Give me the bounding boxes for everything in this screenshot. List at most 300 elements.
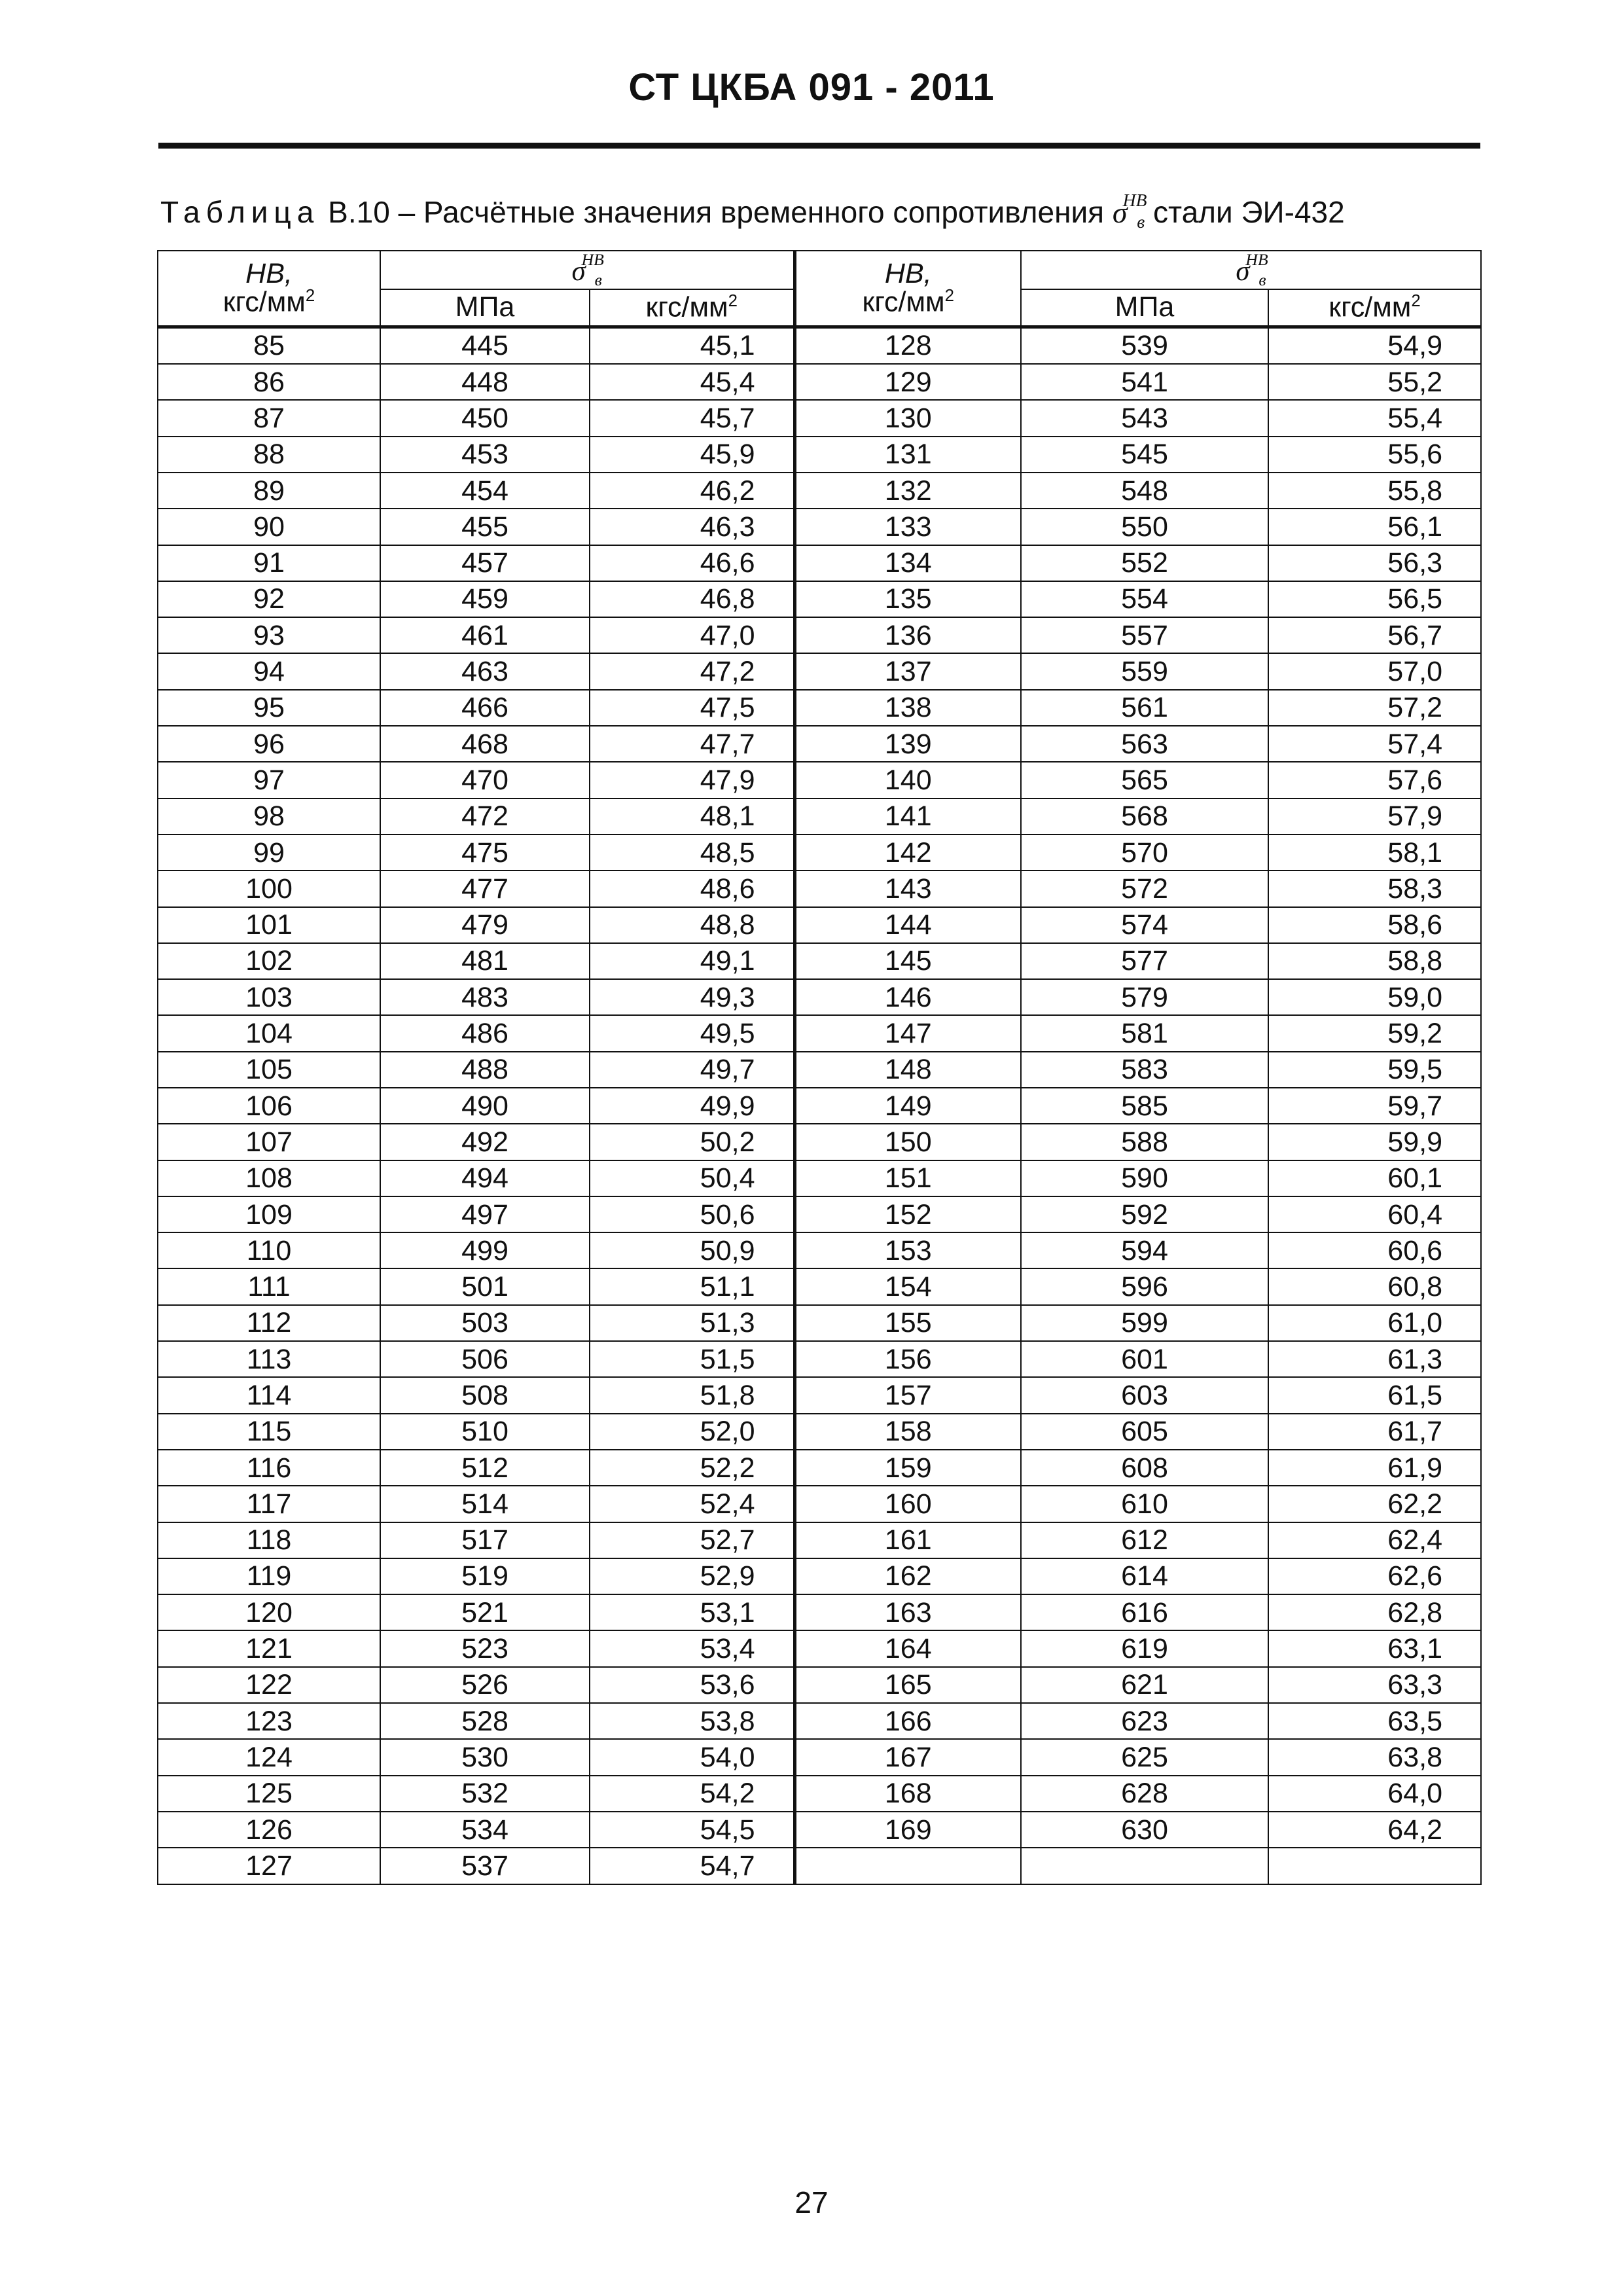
cell-mpa: 448 (380, 364, 590, 400)
hb-label: НВ, (245, 258, 293, 290)
cell-mpa: 494 (380, 1160, 590, 1196)
cell-kgf: 55,8 (1268, 473, 1481, 509)
cell-kgf: 49,3 (590, 979, 794, 1015)
cell-mpa: 623 (1021, 1703, 1268, 1739)
table-head (158, 251, 1481, 327)
table-row (158, 1305, 1481, 1341)
cell-kgf: 55,6 (1268, 437, 1481, 473)
cell-hb: 155 (794, 1305, 1021, 1341)
cell-hb: 119 (158, 1558, 380, 1594)
cell-kgf: 52,7 (590, 1522, 794, 1558)
table-caption (160, 190, 1502, 232)
cell-kgf (1268, 1848, 1481, 1884)
cell-hb: 85 (158, 327, 380, 364)
cell-kgf: 64,0 (1268, 1776, 1481, 1812)
cell-hb: 131 (794, 437, 1021, 473)
cell-kgf: 56,5 (1268, 581, 1481, 617)
cell-mpa: 472 (380, 798, 590, 834)
cell-hb: 116 (158, 1450, 380, 1486)
cell-hb: 110 (158, 1232, 380, 1268)
cell-mpa: 521 (380, 1594, 590, 1630)
cell-mpa: 454 (380, 473, 590, 509)
cell-kgf: 54,0 (590, 1739, 794, 1775)
cell-kgf: 48,1 (590, 798, 794, 834)
cell-mpa: 570 (1021, 834, 1268, 870)
cell-mpa: 583 (1021, 1052, 1268, 1088)
cell-hb: 125 (158, 1776, 380, 1812)
cell-kgf: 55,4 (1268, 400, 1481, 436)
cell-hb: 106 (158, 1088, 380, 1124)
header-hb-right (794, 251, 1021, 327)
cell-kgf: 54,2 (590, 1776, 794, 1812)
cell-mpa: 512 (380, 1450, 590, 1486)
header-kgf (590, 289, 794, 327)
table-row (158, 1739, 1481, 1775)
cell-hb: 127 (158, 1848, 380, 1884)
cell-kgf: 54,7 (590, 1848, 794, 1884)
cell-kgf: 60,4 (1268, 1196, 1481, 1232)
hb-unit-sup: 2 (944, 287, 954, 306)
cell-hb: 117 (158, 1486, 380, 1522)
cell-kgf: 56,3 (1268, 545, 1481, 581)
cell-kgf: 52,9 (590, 1558, 794, 1594)
sigma-h-base: σ (1236, 256, 1250, 287)
cell-mpa: 450 (380, 400, 590, 436)
cell-hb: 152 (794, 1196, 1021, 1232)
cell-mpa: 545 (1021, 437, 1268, 473)
cell-mpa: 503 (380, 1305, 590, 1341)
cell-mpa: 601 (1021, 1341, 1268, 1377)
table-row (158, 327, 1481, 364)
cell-mpa (1021, 1848, 1268, 1884)
cell-mpa: 461 (380, 617, 590, 653)
cell-kgf: 48,8 (590, 907, 794, 943)
kgf-text: кгс/мм (1329, 291, 1412, 323)
cell-kgf: 62,2 (1268, 1486, 1481, 1522)
cell-mpa: 561 (1021, 690, 1268, 726)
cell-kgf: 61,0 (1268, 1305, 1481, 1341)
cell-kgf: 47,5 (590, 690, 794, 726)
cell-kgf: 62,8 (1268, 1594, 1481, 1630)
cell-mpa: 541 (1021, 364, 1268, 400)
cell-hb: 126 (158, 1812, 380, 1848)
cell-hb: 150 (794, 1124, 1021, 1160)
cell-mpa: 612 (1021, 1522, 1268, 1558)
cell-kgf: 48,5 (590, 834, 794, 870)
cell-mpa: 517 (380, 1522, 590, 1558)
table-row (158, 617, 1481, 653)
cell-mpa: 550 (1021, 509, 1268, 545)
cell-hb: 162 (794, 1558, 1021, 1594)
cell-hb: 164 (794, 1630, 1021, 1666)
table-row (158, 1015, 1481, 1051)
cell-kgf: 52,2 (590, 1450, 794, 1486)
cell-hb: 91 (158, 545, 380, 581)
kgf-sup: 2 (1411, 292, 1421, 311)
cell-mpa: 539 (1021, 327, 1268, 364)
cell-mpa: 477 (380, 870, 590, 906)
table-row (158, 1232, 1481, 1268)
table-row (158, 1341, 1481, 1377)
cell-kgf: 46,6 (590, 545, 794, 581)
cell-kgf: 49,9 (590, 1088, 794, 1124)
cell-hb: 157 (794, 1377, 1021, 1413)
cell-hb: 118 (158, 1522, 380, 1558)
header-rule (158, 143, 1480, 149)
cell-hb: 151 (794, 1160, 1021, 1196)
cell-mpa: 572 (1021, 870, 1268, 906)
cell-kgf: 63,8 (1268, 1739, 1481, 1775)
cell-mpa: 466 (380, 690, 590, 726)
cell-mpa: 481 (380, 943, 590, 979)
cell-hb: 122 (158, 1667, 380, 1703)
cell-hb: 99 (158, 834, 380, 870)
cell-mpa: 559 (1021, 653, 1268, 689)
cell-hb: 149 (794, 1088, 1021, 1124)
hb-unit (158, 288, 380, 316)
cell-mpa: 610 (1021, 1486, 1268, 1522)
cell-mpa: 563 (1021, 726, 1268, 762)
cell-mpa: 501 (380, 1268, 590, 1304)
cell-hb (794, 1848, 1021, 1884)
cell-hb: 97 (158, 762, 380, 798)
table-row (158, 364, 1481, 400)
cell-mpa: 594 (1021, 1232, 1268, 1268)
cell-mpa: 463 (380, 653, 590, 689)
table-row (158, 1486, 1481, 1522)
cell-kgf: 51,3 (590, 1305, 794, 1341)
cell-kgf: 60,8 (1268, 1268, 1481, 1304)
table-row (158, 1196, 1481, 1232)
header-mpa: МПа (380, 289, 590, 327)
cell-mpa: 614 (1021, 1558, 1268, 1594)
cell-hb: 167 (794, 1739, 1021, 1775)
cell-kgf: 59,0 (1268, 979, 1481, 1015)
cell-kgf: 56,7 (1268, 617, 1481, 653)
cell-kgf: 60,6 (1268, 1232, 1481, 1268)
cell-hb: 161 (794, 1522, 1021, 1558)
cell-mpa: 557 (1021, 617, 1268, 653)
cell-hb: 107 (158, 1124, 380, 1160)
cell-mpa: 608 (1021, 1450, 1268, 1486)
cell-mpa: 574 (1021, 907, 1268, 943)
cell-hb: 130 (794, 400, 1021, 436)
cell-mpa: 470 (380, 762, 590, 798)
cell-hb: 160 (794, 1486, 1021, 1522)
cell-mpa: 619 (1021, 1630, 1268, 1666)
cell-mpa: 506 (380, 1341, 590, 1377)
cell-kgf: 51,1 (590, 1268, 794, 1304)
cell-mpa: 534 (380, 1812, 590, 1848)
cell-mpa: 599 (1021, 1305, 1268, 1341)
cell-hb: 100 (158, 870, 380, 906)
cell-hb: 86 (158, 364, 380, 400)
cell-hb: 133 (794, 509, 1021, 545)
table-row (158, 1812, 1481, 1848)
cell-hb: 102 (158, 943, 380, 979)
sigma-symbol (1112, 190, 1147, 232)
cell-mpa: 537 (380, 1848, 590, 1884)
table-row (158, 400, 1481, 436)
cell-hb: 146 (794, 979, 1021, 1015)
cell-kgf: 61,9 (1268, 1450, 1481, 1486)
cell-kgf: 50,2 (590, 1124, 794, 1160)
cell-hb: 90 (158, 509, 380, 545)
cell-mpa: 543 (1021, 400, 1268, 436)
cell-hb: 112 (158, 1305, 380, 1341)
cell-hb: 104 (158, 1015, 380, 1051)
hb-unit (796, 288, 1021, 316)
hb-label: НВ, (884, 258, 932, 290)
cell-mpa: 486 (380, 1015, 590, 1051)
cell-kgf: 46,2 (590, 473, 794, 509)
cell-mpa: 492 (380, 1124, 590, 1160)
cell-mpa: 459 (380, 581, 590, 617)
table-row (158, 726, 1481, 762)
table-row (158, 943, 1481, 979)
cell-hb: 103 (158, 979, 380, 1015)
table-row (158, 473, 1481, 509)
cell-hb: 88 (158, 437, 380, 473)
header-hb-left (158, 251, 380, 327)
cell-hb: 158 (794, 1414, 1021, 1450)
cell-mpa: 596 (1021, 1268, 1268, 1304)
table-row (158, 1630, 1481, 1666)
cell-hb: 136 (794, 617, 1021, 653)
cell-hb: 166 (794, 1703, 1021, 1739)
cell-hb: 89 (158, 473, 380, 509)
cell-hb: 159 (794, 1450, 1021, 1486)
sigma-h-sub: в (1258, 270, 1266, 289)
cell-mpa: 616 (1021, 1594, 1268, 1630)
cell-kgf: 57,9 (1268, 798, 1481, 834)
table-row (158, 437, 1481, 473)
cell-mpa: 457 (380, 545, 590, 581)
cell-hb: 115 (158, 1414, 380, 1450)
table-row (158, 653, 1481, 689)
cell-kgf: 53,8 (590, 1703, 794, 1739)
cell-mpa: 548 (1021, 473, 1268, 509)
sigma-header-symbol (571, 250, 604, 289)
cell-mpa: 592 (1021, 1196, 1268, 1232)
cell-kgf: 47,7 (590, 726, 794, 762)
cell-kgf: 46,3 (590, 509, 794, 545)
header-kgf (1268, 289, 1481, 327)
cell-kgf: 60,1 (1268, 1160, 1481, 1196)
table-row (158, 1703, 1481, 1739)
cell-mpa: 526 (380, 1667, 590, 1703)
cell-kgf: 63,5 (1268, 1703, 1481, 1739)
cell-kgf: 52,4 (590, 1486, 794, 1522)
sigma-sub: в (1137, 211, 1145, 232)
table-row (158, 1268, 1481, 1304)
cell-kgf: 49,5 (590, 1015, 794, 1051)
cell-kgf: 61,5 (1268, 1377, 1481, 1413)
cell-kgf: 59,9 (1268, 1124, 1481, 1160)
sigma-base: σ (1112, 195, 1128, 229)
table-row (158, 1160, 1481, 1196)
table-row (158, 1667, 1481, 1703)
cell-mpa: 530 (380, 1739, 590, 1775)
cell-hb: 144 (794, 907, 1021, 943)
cell-kgf: 47,2 (590, 653, 794, 689)
cell-kgf: 54,9 (1268, 327, 1481, 364)
header-sigma-left (380, 251, 794, 289)
sigma-sup: НВ (1122, 190, 1147, 210)
cell-kgf: 48,6 (590, 870, 794, 906)
cell-mpa: 577 (1021, 943, 1268, 979)
cell-hb: 128 (794, 327, 1021, 364)
cell-hb: 165 (794, 1667, 1021, 1703)
cell-mpa: 605 (1021, 1414, 1268, 1450)
cell-kgf: 62,6 (1268, 1558, 1481, 1594)
cell-hb: 139 (794, 726, 1021, 762)
page-number: 27 (794, 2185, 829, 2219)
cell-kgf: 53,1 (590, 1594, 794, 1630)
cell-kgf: 57,4 (1268, 726, 1481, 762)
cell-kgf: 47,0 (590, 617, 794, 653)
table-row (158, 509, 1481, 545)
cell-mpa: 499 (380, 1232, 590, 1268)
hb-unit-sup: 2 (305, 287, 315, 306)
cell-kgf: 53,6 (590, 1667, 794, 1703)
cell-hb: 156 (794, 1341, 1021, 1377)
cell-kgf: 53,4 (590, 1630, 794, 1666)
cell-kgf: 45,7 (590, 400, 794, 436)
cell-mpa: 490 (380, 1088, 590, 1124)
strength-table (157, 250, 1482, 1885)
sigma-h-sub: в (594, 270, 602, 289)
cell-kgf: 54,5 (590, 1812, 794, 1848)
cell-mpa: 581 (1021, 1015, 1268, 1051)
header-mpa: МПа (1021, 289, 1268, 327)
cell-kgf: 59,2 (1268, 1015, 1481, 1051)
table-row (158, 1124, 1481, 1160)
cell-kgf: 50,6 (590, 1196, 794, 1232)
cell-mpa: 528 (380, 1703, 590, 1739)
hb-unit-text: кгс/мм (862, 286, 945, 318)
cell-kgf: 62,4 (1268, 1522, 1481, 1558)
cell-mpa: 532 (380, 1776, 590, 1812)
caption-text: В.10 – Расчётные значения временного сопротивления (319, 194, 1113, 229)
cell-hb: 113 (158, 1341, 380, 1377)
cell-hb: 120 (158, 1594, 380, 1630)
cell-mpa: 523 (380, 1630, 590, 1666)
cell-hb: 145 (794, 943, 1021, 979)
cell-kgf: 50,9 (590, 1232, 794, 1268)
cell-hb: 168 (794, 1776, 1021, 1812)
cell-mpa: 628 (1021, 1776, 1268, 1812)
cell-kgf: 63,1 (1268, 1630, 1481, 1666)
cell-mpa: 552 (1021, 545, 1268, 581)
cell-hb: 87 (158, 400, 380, 436)
table-row (158, 1776, 1481, 1812)
cell-hb: 132 (794, 473, 1021, 509)
cell-kgf: 47,9 (590, 762, 794, 798)
cell-mpa: 475 (380, 834, 590, 870)
cell-kgf: 46,8 (590, 581, 794, 617)
cell-mpa: 603 (1021, 1377, 1268, 1413)
caption-suffix: стали ЭИ-432 (1145, 194, 1345, 229)
table-row (158, 907, 1481, 943)
sigma-h-sup: НВ (1245, 250, 1268, 269)
cell-mpa: 483 (380, 979, 590, 1015)
cell-hb: 114 (158, 1377, 380, 1413)
cell-mpa: 519 (380, 1558, 590, 1594)
kgf-text: кгс/мм (645, 291, 728, 323)
cell-kgf: 51,8 (590, 1377, 794, 1413)
cell-mpa: 630 (1021, 1812, 1268, 1848)
cell-hb: 95 (158, 690, 380, 726)
table-row (158, 979, 1481, 1015)
cell-kgf: 59,7 (1268, 1088, 1481, 1124)
cell-hb: 142 (794, 834, 1021, 870)
cell-hb: 153 (794, 1232, 1021, 1268)
cell-kgf: 57,6 (1268, 762, 1481, 798)
cell-hb: 141 (794, 798, 1021, 834)
cell-mpa: 588 (1021, 1124, 1268, 1160)
sigma-h-base: σ (571, 256, 586, 287)
cell-hb: 108 (158, 1160, 380, 1196)
cell-hb: 140 (794, 762, 1021, 798)
cell-kgf: 45,4 (590, 364, 794, 400)
table-body (158, 327, 1481, 1884)
cell-kgf: 61,7 (1268, 1414, 1481, 1450)
table-row (158, 798, 1481, 834)
cell-mpa: 445 (380, 327, 590, 364)
cell-mpa: 565 (1021, 762, 1268, 798)
table-row (158, 1377, 1481, 1413)
cell-hb: 135 (794, 581, 1021, 617)
cell-mpa: 554 (1021, 581, 1268, 617)
table-row (158, 1594, 1481, 1630)
cell-mpa: 579 (1021, 979, 1268, 1015)
cell-kgf: 51,5 (590, 1341, 794, 1377)
cell-hb: 101 (158, 907, 380, 943)
cell-kgf: 49,7 (590, 1052, 794, 1088)
cell-hb: 98 (158, 798, 380, 834)
cell-kgf: 50,4 (590, 1160, 794, 1196)
cell-kgf: 61,3 (1268, 1341, 1481, 1377)
cell-hb: 111 (158, 1268, 380, 1304)
table-row (158, 581, 1481, 617)
cell-mpa: 455 (380, 509, 590, 545)
cell-mpa: 468 (380, 726, 590, 762)
table-row (158, 762, 1481, 798)
table-row (158, 1052, 1481, 1088)
table-row (158, 1522, 1481, 1558)
caption-prefix: Таблица (160, 194, 320, 229)
cell-mpa: 508 (380, 1377, 590, 1413)
table-row (158, 1088, 1481, 1124)
cell-kgf: 58,6 (1268, 907, 1481, 943)
sigma-h-sup: НВ (581, 250, 604, 269)
cell-hb: 121 (158, 1630, 380, 1666)
cell-kgf: 63,3 (1268, 1667, 1481, 1703)
cell-kgf: 52,0 (590, 1414, 794, 1450)
table-row (158, 1414, 1481, 1450)
cell-kgf: 64,2 (1268, 1812, 1481, 1848)
cell-hb: 129 (794, 364, 1021, 400)
cell-kgf: 57,0 (1268, 653, 1481, 689)
cell-mpa: 590 (1021, 1160, 1268, 1196)
cell-hb: 169 (794, 1812, 1021, 1848)
cell-kgf: 45,1 (590, 327, 794, 364)
cell-mpa: 479 (380, 907, 590, 943)
document-header-title: СТ ЦКБА 091 - 2011 (628, 66, 995, 109)
table-row (158, 1450, 1481, 1486)
cell-kgf: 59,5 (1268, 1052, 1481, 1088)
